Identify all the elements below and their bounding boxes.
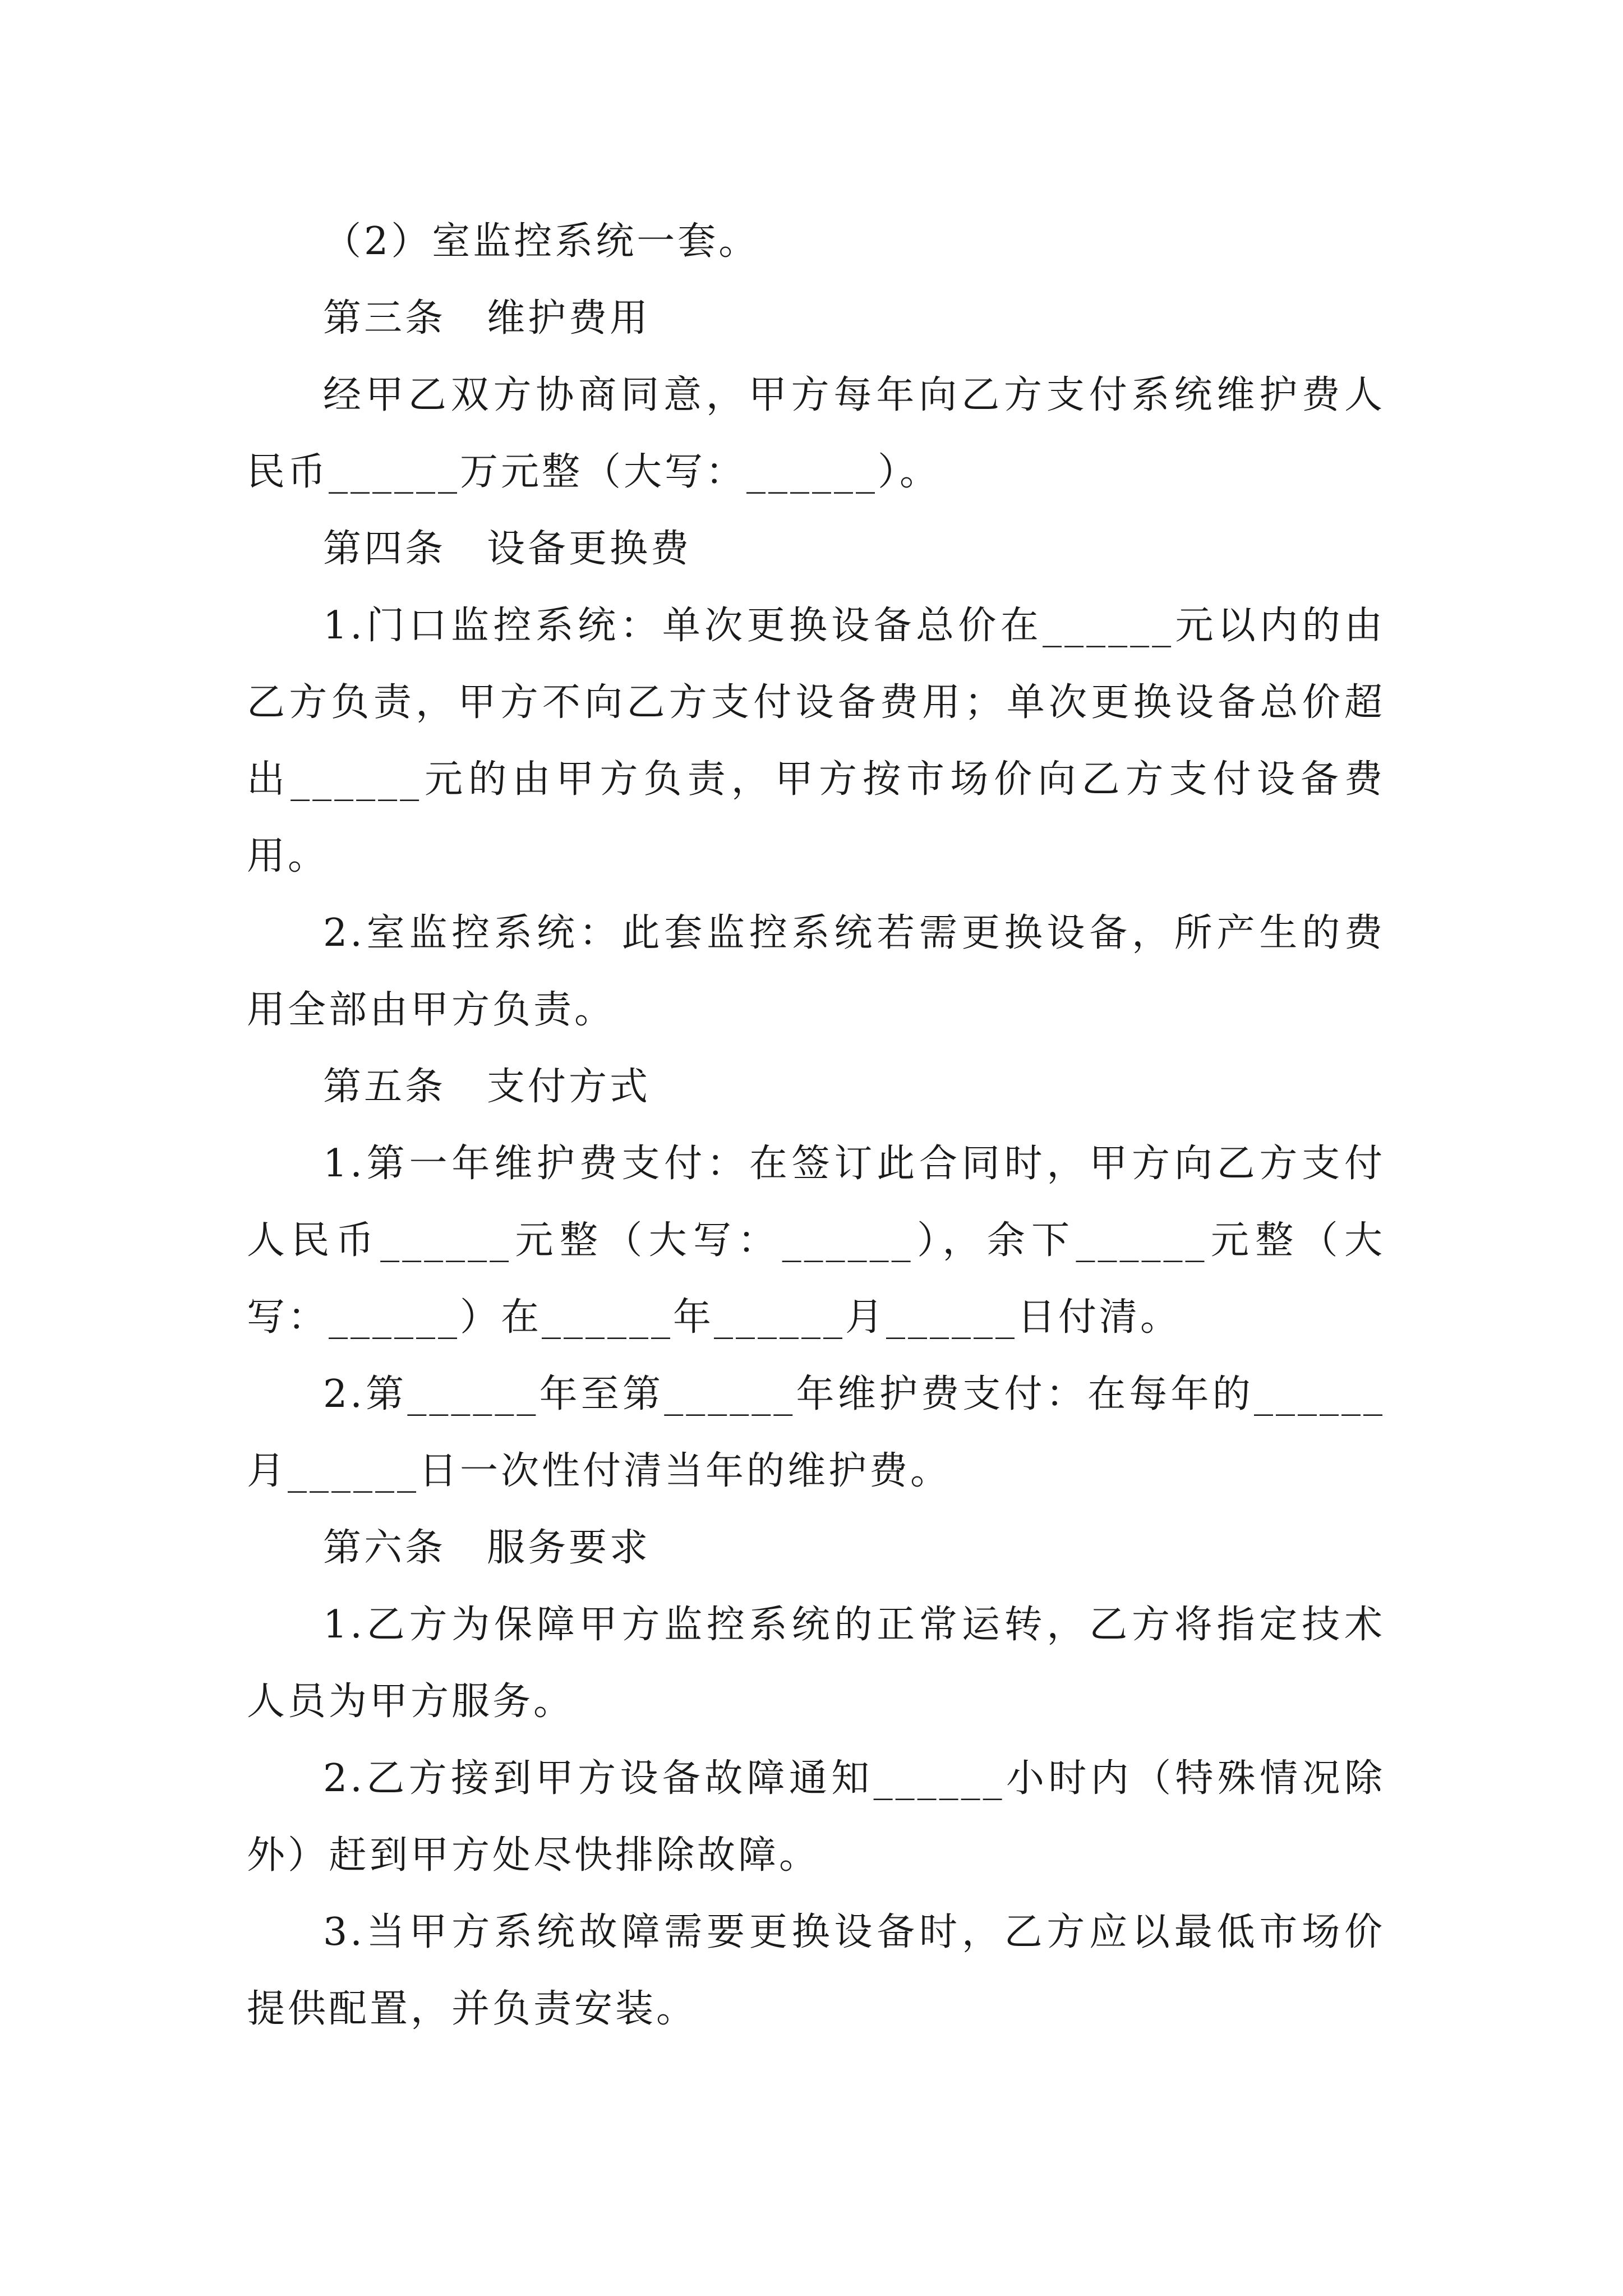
heading-article-4: 第四条 设备更换费	[323, 527, 692, 571]
paragraph-replacement-price: 3.当甲方系统故障需要更换设备时，乙方应以最低市场价提供配置，并负责安装。	[247, 1910, 1385, 2031]
document-body	[247, 203, 1385, 2047]
paragraph-room-monitoring: 2.室监控系统：此套监控系统若需更换设备，所产生的费用全部由甲方负责。	[247, 911, 1385, 1032]
heading-article-3: 第三条 维护费用	[323, 296, 651, 341]
paragraph-later-year-payment: 2.第______年至第______年维护费支付：在每年的______月______日一次性付清当年的维护费。	[247, 1372, 1385, 1493]
heading-article-6: 第六条 服务要求	[323, 1526, 651, 1570]
paragraph-maintenance-fee: 经甲乙双方协商同意，甲方每年向乙方支付系统维护费人民币______万元整（大写：______）。	[247, 373, 1385, 494]
paragraph-door-monitoring: 1.门口监控系统：单次更换设备总价在______元以内的由乙方负责，甲方不向乙方支付设备费用；单次更换设备总价超出______元的由甲方负责，甲方按市场价向乙方支付设备费用。	[247, 604, 1385, 878]
heading-article-5: 第五条 支付方式	[323, 1065, 651, 1109]
paragraph-first-year-payment: 1.第一年维护费支付：在签订此合同时，甲方向乙方支付人民币______元整（大写：______），余下______元整（大写：______）在______年______月______日付清。	[247, 1142, 1385, 1340]
paragraph-item-2: （2）室监控系统一套。	[323, 219, 760, 264]
paragraph-service-staff: 1.乙方为保障甲方监控系统的正常运转，乙方将指定技术人员为甲方服务。	[247, 1603, 1385, 1724]
paragraph-response-time: 2.乙方接到甲方设备故障通知______小时内（特殊情况除外）赶到甲方处尽快排除故障。	[247, 1756, 1385, 1878]
